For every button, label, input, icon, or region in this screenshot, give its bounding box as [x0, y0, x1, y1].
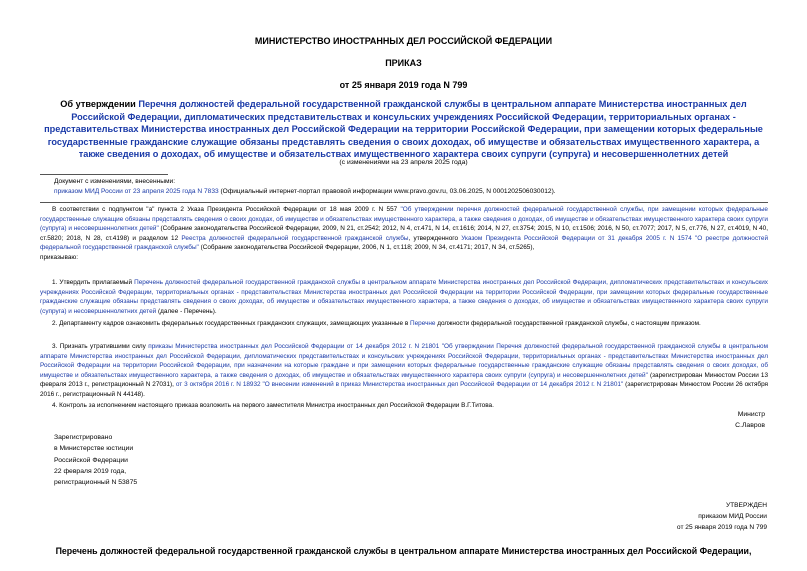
preamble-text-1: В соответствии с подпунктом "а" пункта 2 Указа Президента Российской Федерации от 18 мая 2009 г. N 557 — [52, 206, 401, 213]
registration-line: регистрационный N 53875 — [54, 479, 138, 487]
item-2-tail: должности федеральной государственной гражданской службы, с настоящим приказом. — [435, 320, 701, 327]
order-21801-link[interactable]: приказы Министерства иностранных дел Российской Федерации от 14 декабря 2012 г. N 21801 "Об утверждении Перечня должностей федеральной государственной гражданской службы в центральном аппарате Министерства иностранных дел Российской Федерации, дипломатических представительствах и консульских учреждениях Российской Федерации, территориальных органах - представительствах Министерства иностранных дел Российской Федерации на территории Российской Федерации, при назначении на которые граждане и при замещении которых федеральные государственные гражданские служащие обязаны представлять сведения о своих доходах, об имуществе и обязательствах имущественного характера, а также сведения о доходах, об имуществе и обязательствах имущественного характера своих супруги (супруга) и несовершеннолетних детей" — [40, 343, 769, 379]
item-3-tail: (зарегистрирован Минюстом России 26 октября 2016 г., регистрационный N 44148). — [40, 381, 769, 398]
registration-line: в Министерстве юстиции — [54, 445, 134, 453]
item-4-paragraph: 4. Контроль за исполнением настоящего приказа возложить на первого заместителя Министра иностранных дел Российской Федерации В.Г.Титова. — [52, 402, 494, 409]
document-type: ПРИКАЗ — [385, 58, 422, 68]
preamble-text-3: , утвержденного — [408, 234, 462, 242]
registration-line: Зарегистрировано — [54, 434, 113, 441]
subject-link[interactable]: Перечня должностей федеральной государственной гражданской службы в центральном аппарате Министерства иностранных дел Российской Федерации, дипломатических представительствах и консульских учреждениях Российской Федерации, территориальных органах - представительствах Министерства иностранных дел Российской Федерации на территории Российской Федерации, при замещении которых федеральные государственные гражданские служащие обязаны представлять сведения о своих доходах, об имуществе и обязательствах имущественного характера, а также сведения о доходах, об имуществе и обязательствах имущественного характера своих супруги (супруга) и несовершеннолетних детей — [44, 99, 763, 160]
signature-block — [735, 410, 765, 431]
preamble-paragraph — [40, 205, 768, 253]
registry-link[interactable]: Реестра должностей федеральной государственной гражданской службы — [181, 234, 409, 242]
changes-link[interactable]: приказом МИД России от 23 апреля 2025 года N 7833 — [54, 187, 219, 195]
registration-line: Российской Федерации — [54, 456, 128, 464]
item-2-text: 2. Департаменту кадров ознакомить федеральных государственных гражданских служащих, замещающих указанные в — [52, 320, 411, 327]
registration-line: 22 февраля 2019 года, — [54, 467, 127, 475]
changes-label: Документ с изменениями, внесенными: — [54, 178, 176, 185]
preamble-text-2: (Собрание законодательства Российской Федерации, 2009, N 21, ст.2542; 2012, N 4, ст.471, N 14, ст.1616; 2014, N 27, ст.3754; 2015, N 10, ст.1506; 2016, N 50, ст.7077; 2017, N 5, ст.776, N 27, ст.4019, N 40, ст.5820; 2018, N 28, ст.4198) и разделом 12 — [40, 225, 768, 242]
changes-block — [54, 177, 764, 196]
signature-title: Министр — [737, 411, 765, 418]
divider-short — [40, 174, 168, 175]
approval-line: приказом МИД России — [698, 513, 767, 521]
item-3 — [40, 342, 768, 400]
signature-name: С.Лавров — [735, 421, 765, 429]
registration-block — [54, 432, 137, 488]
item-2 — [40, 319, 768, 329]
subject-prefix: Об утверждении — [60, 99, 139, 109]
item-4 — [40, 401, 768, 411]
item-1-tail: (далее - Перечень). — [156, 307, 217, 315]
order-word: приказываю: — [40, 253, 78, 261]
ministry-title: МИНИСТЕРСТВО ИНОСТРАННЫХ ДЕЛ РОССИЙСКОЙ ФЕДЕРАЦИИ — [254, 36, 553, 46]
item-3-middle: (зарегистрирован Минюстом России 13 февраля 2013 г., регистрационный N 27031), — [40, 371, 768, 389]
changes-entry — [54, 187, 764, 197]
item-1-paragraph — [40, 278, 768, 316]
amendments-note: (с изменениями на 23 апреля 2025 года) — [339, 159, 468, 166]
item-1 — [40, 278, 768, 316]
divider-long — [40, 202, 768, 203]
decree-1574-link[interactable]: Указом Президента Российской Федерации от 31 декабря 2005 г. N 1574 "О реестре должностей федеральной государственной гражданской службы" — [40, 234, 769, 252]
order-18932-link[interactable]: от 3 октября 2016 г. N 18932 "О внесении изменений в приказ Министерства иностранных дел Российской Федерации от 14 декабря 2012 г. N 21801" — [175, 381, 624, 389]
approval-line: УТВЕРЖДЕН — [725, 502, 767, 509]
item-2-paragraph — [40, 319, 768, 329]
document-subject — [40, 98, 767, 161]
item-1-text: 1. Утвердить прилагаемый — [52, 279, 135, 286]
item-3-paragraph — [40, 342, 768, 400]
approval-line: от 25 января 2019 года N 799 — [676, 524, 767, 532]
item-3-text: 3. Признать утратившими силу — [52, 343, 149, 350]
changes-tail: (Официальный интернет-портал правовой информации www.pravo.gov.ru, 03.06.2025, N 0001202506030012). — [218, 187, 556, 195]
preamble-text-4: (Собрание законодательства Российской Федерации, 2006, N 1, ст.118; 2009, N 34, ст.4171; 2017, N 34, ст.5265), — [198, 244, 535, 252]
document-date: от 25 января 2019 года N 799 — [339, 80, 468, 90]
list-title: Перечень должностей федеральной государственной гражданской службы в центральном аппарате Министерства иностранных дел Российской Федерации, — [55, 546, 752, 556]
preamble — [40, 205, 768, 263]
list-reference-link[interactable]: Перечне — [410, 320, 436, 327]
list-link[interactable]: Перечень должностей федеральной государственной гражданской службы в центральном аппарате Министерства иностранных дел Российской Федерации, дипломатических представительствах и консульских учреждениях Российской Федерации, территориальных органах - представительствах Министерства иностранных дел Российской Федерации на территории Российской Федерации, при замещении которых федеральные государственные гражданские служащие обязаны представлять сведения о своих доходах, об имуществе и обязательствах имущественного характера, а также сведения о доходах, об имуществе и обязательствах имущественного характера своих супруги (супруга) и несовершеннолетних детей — [40, 279, 768, 315]
approval-block — [677, 500, 767, 534]
decree-557-link[interactable]: "Об утверждении перечня должностей федеральной государственной службы, при замещении которых федеральные государственные служащие обязаны представлять сведения о своих доходах, об имуществе и обязательствах имущественного характера, а также сведения о доходах, об имуществе и обязательствах имущественного характера своих супруги (супруга) и несовершеннолетних детей" — [40, 206, 768, 233]
